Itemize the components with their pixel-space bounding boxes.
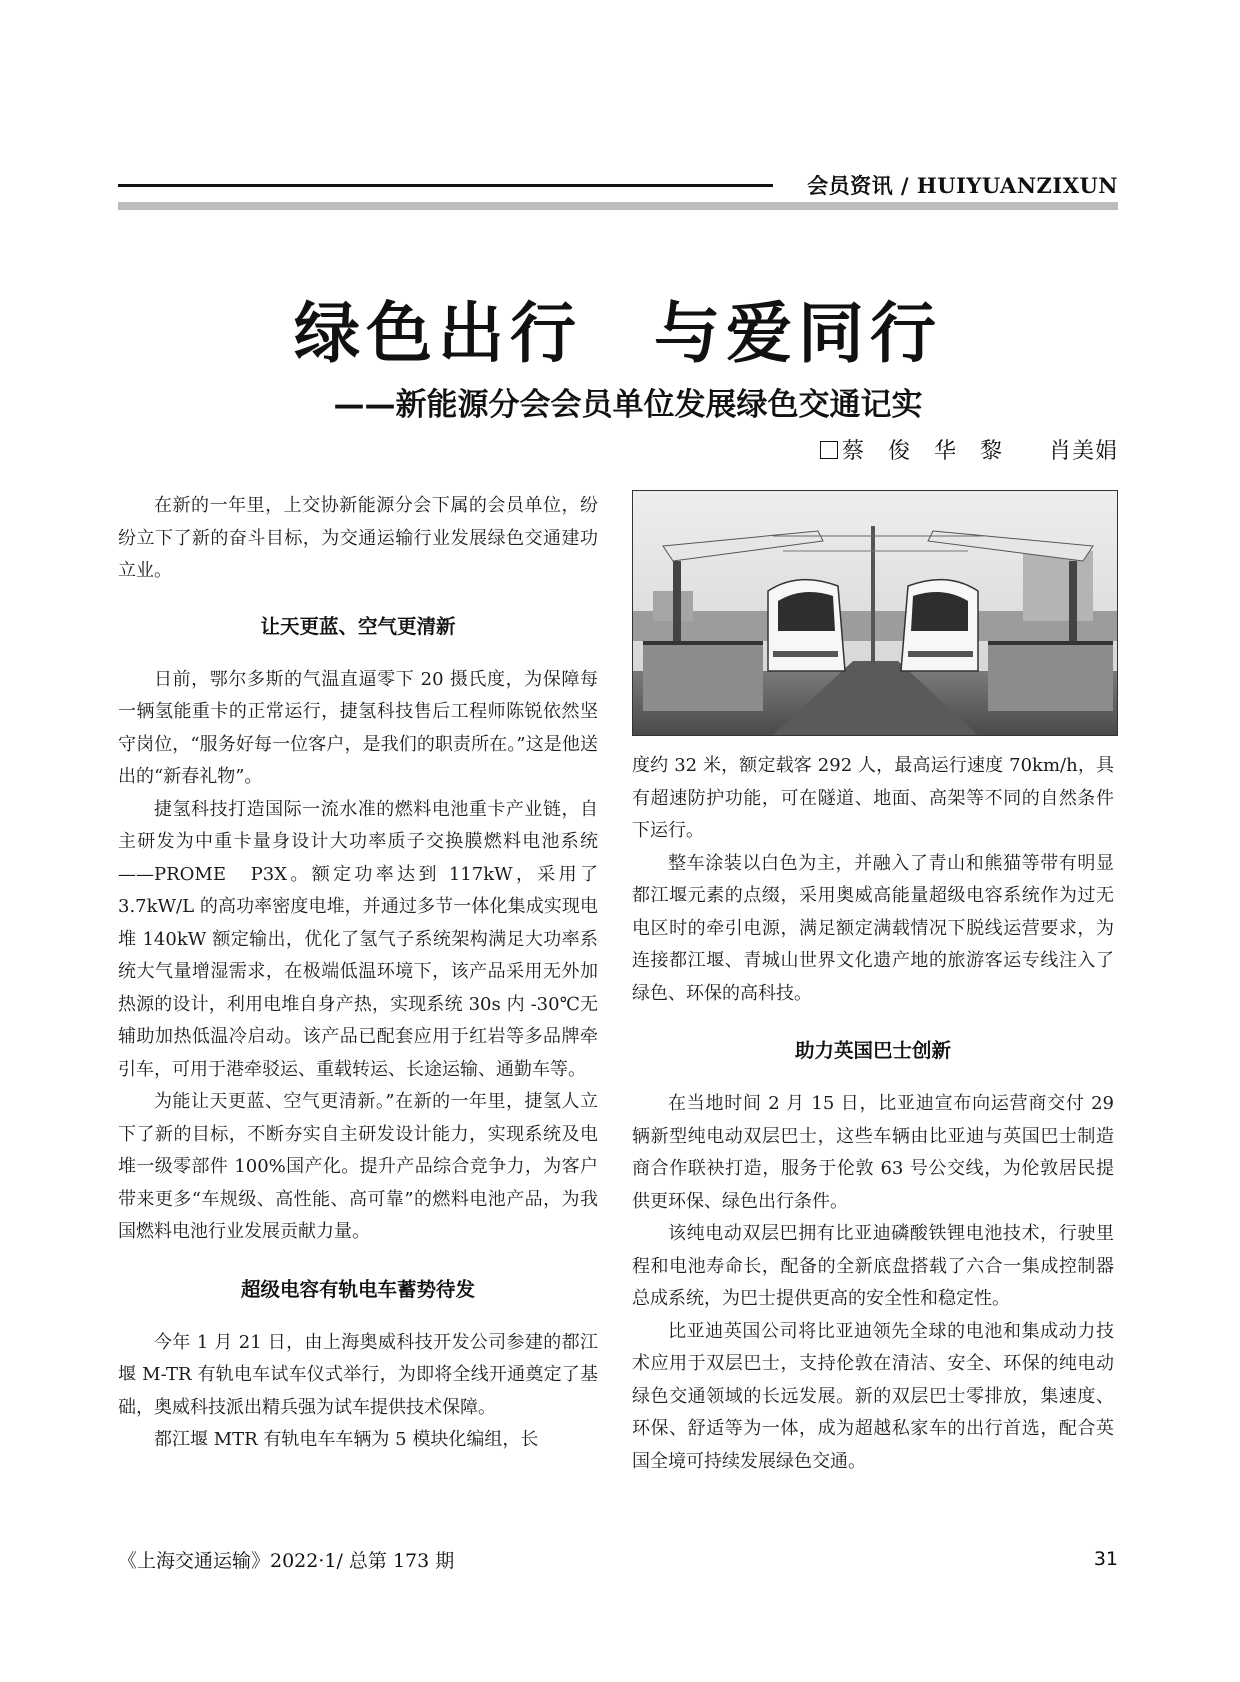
paragraph: 为能让天更蓝、空气更清新。”在新的一年里，捷氢人立下了新的目标，不断夯实自主研发设计能力，实现系统及电堆一级零部件 100%国产化。提升产品综合竞争力，为客户带来更多“车规级、高性能、高可靠”的燃料电池产品，为我国燃料电池行业发展贡献力量。 (118, 1091, 598, 1242)
tram-station-photo (632, 490, 1118, 736)
header-bar (118, 202, 1118, 210)
article-title: 绿色出行 与爱同行 (294, 294, 942, 372)
paragraph: 整车涂装以白色为主，并融入了青山和熊猫等带有明显都江堰元素的点缀，采用奥威高能量超级电容系统作为过无电区时的牵引电源，满足额定满载情况下脱线运营要求，为连接都江堰、青城山世界文化遗产地的旅游客运专线注入了绿色、环保的高科技。 (632, 852, 1114, 1004)
section-label: 会员资讯 / HUIYUANZIXUN (807, 173, 1118, 198)
paragraph-continued: 度约 32 米，额定载客 292 人，最高运行速度 70km/h，具有超速防护功能，可在隧道、地面、高架等不同的自然条件下运行。 (632, 755, 1114, 841)
header-rule (118, 184, 773, 187)
section-heading-supercapacitor-tram: 超级电容有轨电车蓄势待发 (240, 1277, 475, 1301)
paragraph: 今年 1 月 21 日，由上海奥威科技开发公司参建的都江堰 M-TR 有轨电车试车仪式举行，为即将全线开通奠定了基础，奥威科技派出精兵强为试车提供技术保障。 (118, 1331, 598, 1418)
page-number: 31 (1093, 1548, 1118, 1570)
paragraph: 比亚迪英国公司将比亚迪领先全球的电池和集成动力技术应用于双层巴士，支持伦敦在清洁、安全、环保的纯电动绿色交通领域的长远发展。新的双层巴士零排放，集速度、环保、舒适等为一体，成为超越私家车的出行首选，配合英国全境可持续发展绿色交通。 (632, 1320, 1114, 1472)
section-heading-uk-bus: 助力英国巴士创新 (794, 1039, 951, 1062)
journal-citation: 《上海交通运输》2022·1/ 总第 173 期 (118, 1550, 455, 1572)
author-names: 蔡 俊 华 黎 肖美娟 (841, 439, 1118, 464)
paragraph: 该纯电动双层巴拥有比亚迪磷酸铁锂电池技术，行驶里程和电池寿命长，配备的全新底盘搭载了六合一集成控制器总成系统，为巴士提供更高的安全性和稳定性。 (632, 1223, 1114, 1309)
paragraph: 日前，鄂尔多斯的气温直逼零下 20 摄氏度，为保障每一辆氢能重卡的正常运行，捷氢科技售后工程师陈锐依然坚守岗位，“服务好每一位客户，是我们的职责所在。”这是他送出的“新春礼物”。 (118, 668, 598, 787)
article-authors (820, 434, 1118, 465)
paragraph: 在当地时间 2 月 15 日，比亚迪宣布向运营商交付 29 辆新型纯电动双层巴士，这些车辆由比亚迪与英国巴士制造商合作联袂打造，服务于伦敦 63 号公交线，为伦敦居民提供更环保、绿色出行条件。 (632, 1093, 1114, 1212)
section-heading-blue-sky: 让天更蓝、空气更清新 (260, 614, 456, 638)
intro-paragraph: 在新的一年里，上交协新能源分会下属的会员单位，纷纷立下了新的奋斗目标，为交通运输行业发展绿色交通建功立业。 (118, 495, 598, 581)
page-header (118, 170, 1118, 210)
author-box-icon (820, 441, 838, 459)
paragraph: 捷氢科技打造国际一流水准的燃料电池重卡产业链，自主研发为中重卡量身设计大功率质子交换膜燃料电池系统——PROME P3X。额定功率达到 117kW，采用了 3.7kW/L 的高功率密度电堆，并通过多节一体化集成实现电堆 140kW 额定输出，优化了氢气子系统架构满足大功率系统大气量增湿需求，在极端低温环境下，该产品采用无外加热源的设计，利用电堆自身产热，实现系统 30s 内 -30℃无辅助加热低温冷启动。该产品已配套应用于红岩等多品牌牵引车，可用于港牵驳运、重载转运、长途运输、通勤车等。 (118, 798, 598, 1080)
left-column (118, 490, 598, 1457)
paragraph: 都江堰 MTR 有轨电车车辆为 5 模块化编组，长 (154, 1429, 539, 1450)
right-column (632, 750, 1114, 1478)
article-subtitle: ——新能源分会会员单位发展绿色交通记实 (333, 387, 923, 423)
